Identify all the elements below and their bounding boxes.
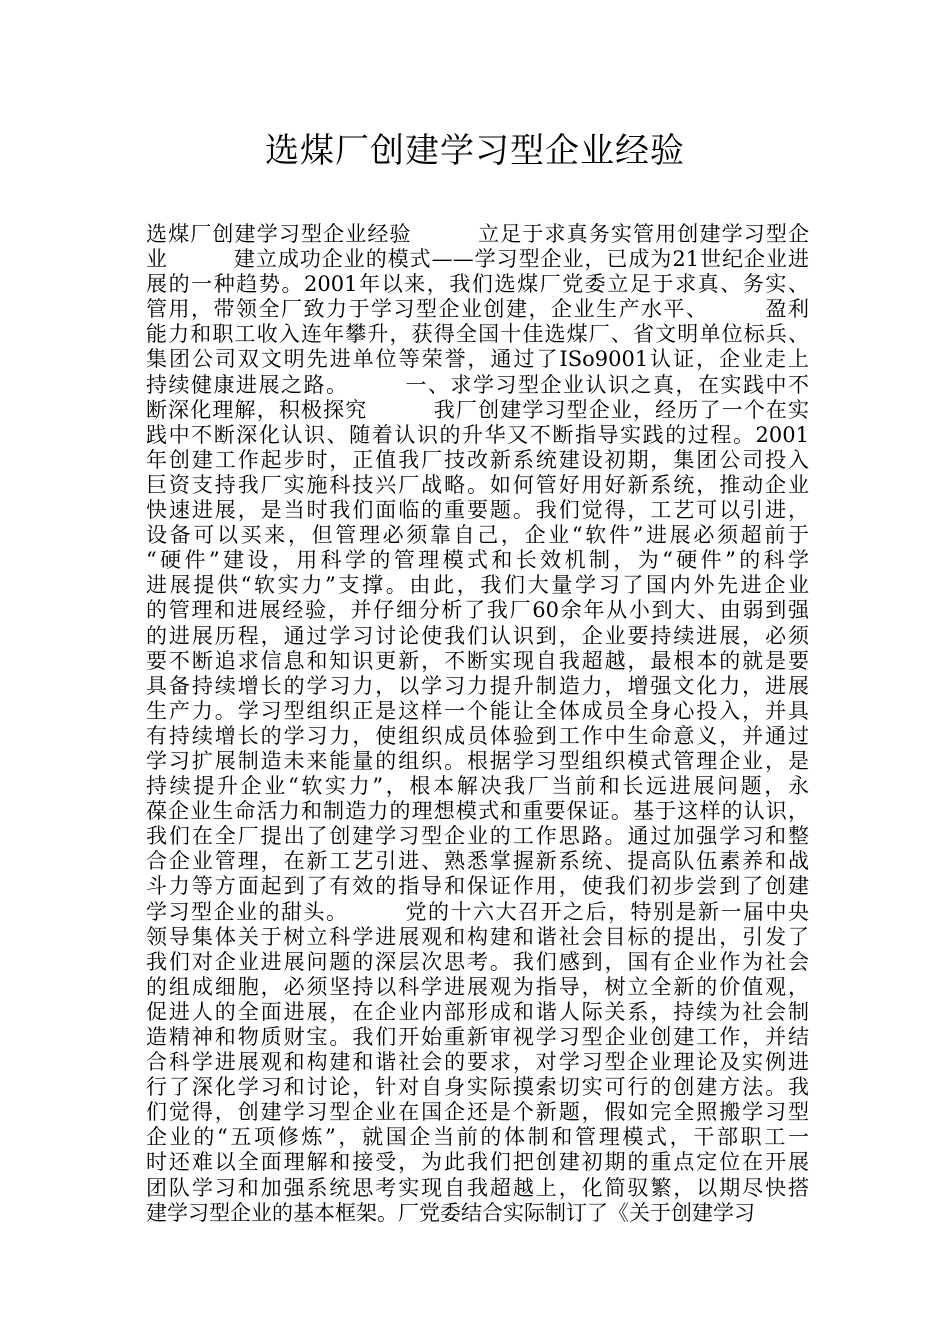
body-line: 领导集体关于树立科学进展观和构建和谐社会目标的提出，引发了 <box>146 924 809 949</box>
body-line: 要不断追求信息和知识更新，不断实现自我超越，最根本的就是要 <box>146 648 809 673</box>
body-line: 合科学进展观和构建和谐社会的要求，对学习型企业理论及实例进 <box>146 1050 809 1075</box>
body-line: 持续提升企业“软实力”，根本解决我厂当前和长远进展问题，永 <box>146 774 809 799</box>
body-line: 企业的“五项修炼”，就国企当前的体制和管理模式，干部职工一 <box>146 1125 809 1150</box>
body-line: 葆企业生命活力和制造力的理想模式和重要保证。基于这样的认识， <box>146 799 809 824</box>
body-line: 断深化理解，积极探究 我厂创建学习型企业，经历了一个在实 <box>146 397 809 422</box>
body-line: 有持续增长的学习力，使组织成员体验到工作中生命意义，并通过 <box>146 723 809 748</box>
body-line: 能力和职工收入连年攀升，获得全国十佳选煤厂、省文明单位标兵、 <box>146 322 809 347</box>
body-line: 设备可以买来，但管理必须靠自己，企业“软件”进展必须超前于 <box>146 523 809 548</box>
body-line: 持续健康进展之路。 一、求学习型企业认识之真，在实践中不 <box>146 372 809 397</box>
body-line: 促进人的全面进展，在企业内部形成和谐人际关系，持续为社会制 <box>146 999 809 1024</box>
body-line: 学习型企业的甜头。 党的十六大召开之后，特别是新一届中央 <box>146 899 809 924</box>
body-line: 的组成细胞，必须坚持以科学进展观为指导，树立全新的价值观， <box>146 974 809 999</box>
body-line: 斗力等方面起到了有效的指导和保证作用，使我们初步尝到了创建 <box>146 874 809 899</box>
document-title: 选煤厂创建学习型企业经验 <box>265 131 685 171</box>
body-line: 造精神和物质财宝。我们开始重新审视学习型企业创建工作，并结 <box>146 1025 809 1049</box>
body-line: 合企业管理，在新工艺引进、熟悉掌握新系统、提高队伍素养和战 <box>146 849 809 874</box>
body-line: 集团公司双文明先进单位等荣誉，通过了ISo9001认证，企业走上 <box>146 347 809 372</box>
body-line: 的进展历程，通过学习讨论使我们认识到，企业要持续进展，必须 <box>146 623 809 648</box>
body-line: 展的一种趋势。2001年以来，我们选煤厂党委立足于求真、务实、 <box>146 272 809 297</box>
body-line: 行了深化学习和讨论，针对自身实际摸索切实可行的创建方法。我 <box>146 1075 809 1100</box>
body-line: 的管理和进展经验，并仔细分析了我厂60余年从小到大、由弱到强 <box>146 598 809 623</box>
body-line: 巨资支持我厂实施科技兴厂战略。如何管好用好新系统，推动企业 <box>146 472 809 497</box>
body-line: “硬件”建设，用科学的管理模式和长效机制，为“硬件”的科学 <box>146 548 809 573</box>
body-line: 具备持续增长的学习力，以学习力提升制造力，增强文化力，进展 <box>146 673 809 698</box>
body-line: 快速进展，是当时我们面临的重要题。我们觉得，工艺可以引进， <box>146 498 809 523</box>
body-line: 践中不断深化认识、随着认识的升华又不断指导实践的过程。2001 <box>146 422 809 447</box>
body-line: 时还难以全面理解和接受，为此我们把创建初期的重点定位在开展 <box>146 1150 809 1175</box>
body-line: 学习扩展制造未来能量的组织。根据学习型组织模式管理企业，是 <box>146 748 809 773</box>
body-line: 我们对企业进展问题的深层次思考。我们感到，国有企业作为社会 <box>146 949 809 974</box>
body-line: 年创建工作起步时，正值我厂技改新系统建设初期，集团公司投入 <box>146 447 809 472</box>
body-line: 生产力。学习型组织正是这样一个能让全体成员全身心投入，并具 <box>146 698 809 723</box>
body-line: 业 建立成功企业的模式——学习型企业，已成为21世纪企业进 <box>146 247 809 272</box>
body-line: 我们在全厂提出了创建学习型企业的工作思路。通过加强学习和整 <box>146 824 809 849</box>
document-body <box>146 222 809 1226</box>
body-line: 管用，带领全厂致力于学习型企业创建，企业生产水平、 盈利 <box>146 297 809 322</box>
body-line: 团队学习和加强系统思考实现自我超越上，化简驭繁，以期尽快搭 <box>146 1175 809 1200</box>
body-line: 进展提供“软实力”支撑。由此，我们大量学习了国内外先进企业 <box>146 573 809 598</box>
body-line: 建学习型企业的基本框架。厂党委结合实际制订了《关于创建学习 <box>146 1200 755 1225</box>
body-line: 选煤厂创建学习型企业经验 立足于求真务实管用创建学习型企 <box>146 222 809 246</box>
body-line: 们觉得，创建学习型企业在国企还是个新题，假如完全照搬学习型 <box>146 1100 809 1125</box>
